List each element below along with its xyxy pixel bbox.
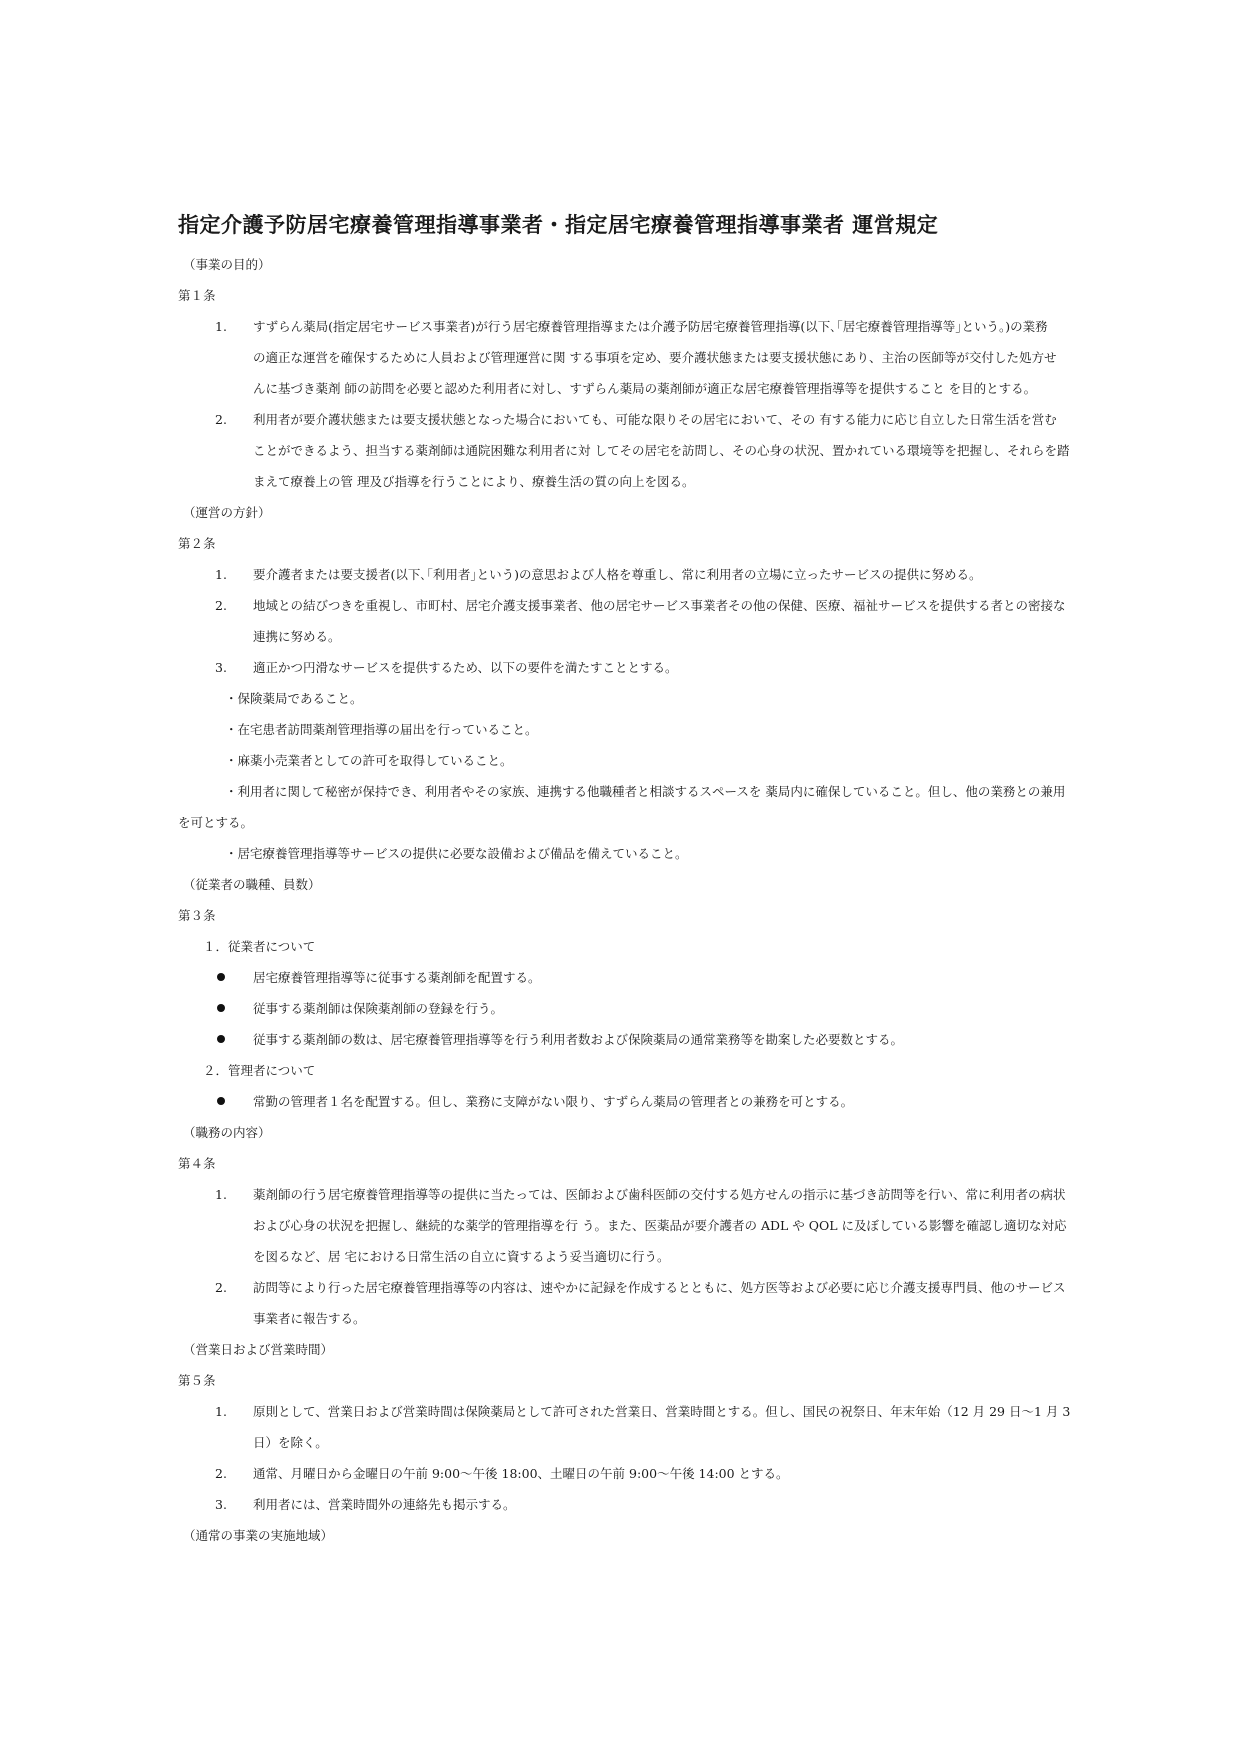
item-text-line: 要介護者または要支援者(以下､｢利用者｣という)の意思および人格を尊重し、常に利用者の立場に立ったサービスの提供に努める。: [253, 567, 982, 582]
item-text-line: 日）を除く。: [253, 1435, 328, 1450]
item-text-line: 薬剤師の行う居宅療養管理指導等の提供に当たっては、医師および歯科医師の交付する処方せんの指示に基づき訪問等を行い、常に利用者の病状: [253, 1187, 1066, 1202]
item-number: 1.: [215, 1187, 227, 1202]
item-text-line: 利用者には、営業時間外の連絡先も掲示する。: [253, 1497, 516, 1512]
bullet-icon: [217, 1004, 225, 1012]
requirement-item-continuation: を可とする。: [178, 815, 254, 830]
item-text-line: 通常、月曜日から金曜日の午前 9:00〜午後 18:00、土曜日の午前 9:00〜午後 14:00 とする。: [253, 1466, 789, 1481]
bullet-icon: [217, 973, 225, 981]
subsection-title: １．従業者について: [203, 939, 316, 954]
section-heading-hours: （営業日および営業時間）: [183, 1342, 334, 1357]
document-title: 指定介護予防居宅療養管理指導事業者・指定居宅療養管理指導事業者 運営規定: [178, 213, 939, 237]
requirement-item: ・麻薬小売業者としての許可を取得していること。: [225, 753, 513, 768]
section-heading-purpose: （事業の目的）: [183, 257, 271, 272]
item-text-line: 利用者が要介護状態または要支援状態となった場合においても、可能な限りその居宅において、その 有する能力に応じ自立した日常生活を営む: [253, 412, 1057, 427]
item-text-line: ことができるよう、担当する薬剤師は通院困難な利用者に対 してその居宅を訪問し、その心身の状況、置かれている環境等を把握し、それらを踏: [253, 443, 1070, 458]
item-text-line: んに基づき薬剤 師の訪問を必要と認めた利用者に対し、すずらん薬局の薬剤師が適正な居宅療養管理指導等を提供すること を目的とする。: [253, 381, 1037, 396]
item-number: 3.: [215, 1497, 227, 1512]
article-4: 第４条: [178, 1156, 216, 1171]
item-number: 2.: [215, 598, 227, 613]
item-number: 2.: [215, 1280, 227, 1295]
section-heading-policy: （運営の方針）: [183, 505, 271, 520]
item-text-line: 連携に努める。: [253, 629, 341, 644]
article-3: 第３条: [178, 908, 216, 923]
requirement-item: ・利用者に関して秘密が保持でき、利用者やその家族、連携する他職種者と相談するスペースを 薬局内に確保していること。但し、他の業務との兼用: [225, 784, 1066, 799]
item-number: 3.: [215, 660, 227, 675]
bullet-text: 従事する薬剤師の数は、居宅療養管理指導等を行う利用者数および保険薬局の通常業務等を勘案した必要数とする。: [253, 1032, 904, 1047]
article-2: 第２条: [178, 536, 216, 551]
item-text-line: まえて療養上の管 理及び指導を行うことにより、療養生活の質の向上を図る。: [253, 474, 695, 489]
item-text-line: を図るなど、居 宅における日常生活の自立に資するよう妥当適切に行う。: [253, 1249, 670, 1264]
item-text-line: 訪問等により行った居宅療養管理指導等の内容は、速やかに記録を作成するとともに、処方医等および必要に応じ介護支援専門員、他のサービス: [253, 1280, 1066, 1295]
item-text-line: 適正かつ円滑なサービスを提供するため、以下の要件を満たすこととする。: [253, 660, 678, 675]
item-text-line: 事業者に報告する。: [253, 1311, 366, 1326]
requirement-item: ・居宅療養管理指導等サービスの提供に必要な設備および備品を備えていること。: [225, 846, 688, 861]
item-text-line: および心身の状況を把握し、継続的な薬学的管理指導を行 う。また、医薬品が要介護者の ADL や QOL に及ぼしている影響を確認し適切な対応: [253, 1218, 1067, 1233]
item-number: 2.: [215, 412, 227, 427]
requirement-item: ・在宅患者訪問薬剤管理指導の届出を行っていること。: [225, 722, 538, 737]
article-5: 第５条: [178, 1373, 216, 1388]
item-text-line: 地域との結びつきを重視し、市町村、居宅介護支援事業者、他の居宅サービス事業者その他の保健、医療、福祉サービスを提供する者との密接な: [253, 598, 1066, 613]
bullet-text: 常勤の管理者１名を配置する。但し、業務に支障がない限り、すずらん薬局の管理者との兼務を可とする。: [253, 1094, 854, 1109]
item-text-line: すずらん薬局(指定居宅サービス事業者)が行う居宅療養管理指導または介護予防居宅療養管理指導(以下､｢居宅療養管理指導等｣という。)の業務: [253, 319, 1048, 334]
bullet-text: 居宅療養管理指導等に従事する薬剤師を配置する。: [253, 970, 541, 985]
bullet-text: 従事する薬剤師は保険薬剤師の登録を行う。: [253, 1001, 504, 1016]
subsection-title: ２．管理者について: [203, 1063, 316, 1078]
item-text-line: の適正な運営を確保するために人員および管理運営に関 する事項を定め、要介護状態または要支援状態にあり、主治の医師等が交付した処方せ: [253, 350, 1057, 365]
item-text-line: 原則として、営業日および営業時間は保険薬局として許可された営業日、営業時間とする。但し、国民の祝祭日、年末年始（12 月 29 日〜1 月 3: [253, 1404, 1071, 1419]
requirement-item: ・保険薬局であること。: [225, 691, 363, 706]
bullet-icon: [217, 1097, 225, 1105]
article-1: 第１条: [178, 288, 216, 303]
section-heading-staff: （従業者の職種、員数）: [183, 877, 321, 892]
item-number: 1.: [215, 319, 227, 334]
item-number: 1.: [215, 1404, 227, 1419]
section-heading-duties: （職務の内容）: [183, 1125, 271, 1140]
item-number: 2.: [215, 1466, 227, 1481]
bullet-icon: [217, 1035, 225, 1043]
section-heading-service-area: （通常の事業の実施地域）: [183, 1528, 334, 1543]
item-number: 1.: [215, 567, 227, 582]
